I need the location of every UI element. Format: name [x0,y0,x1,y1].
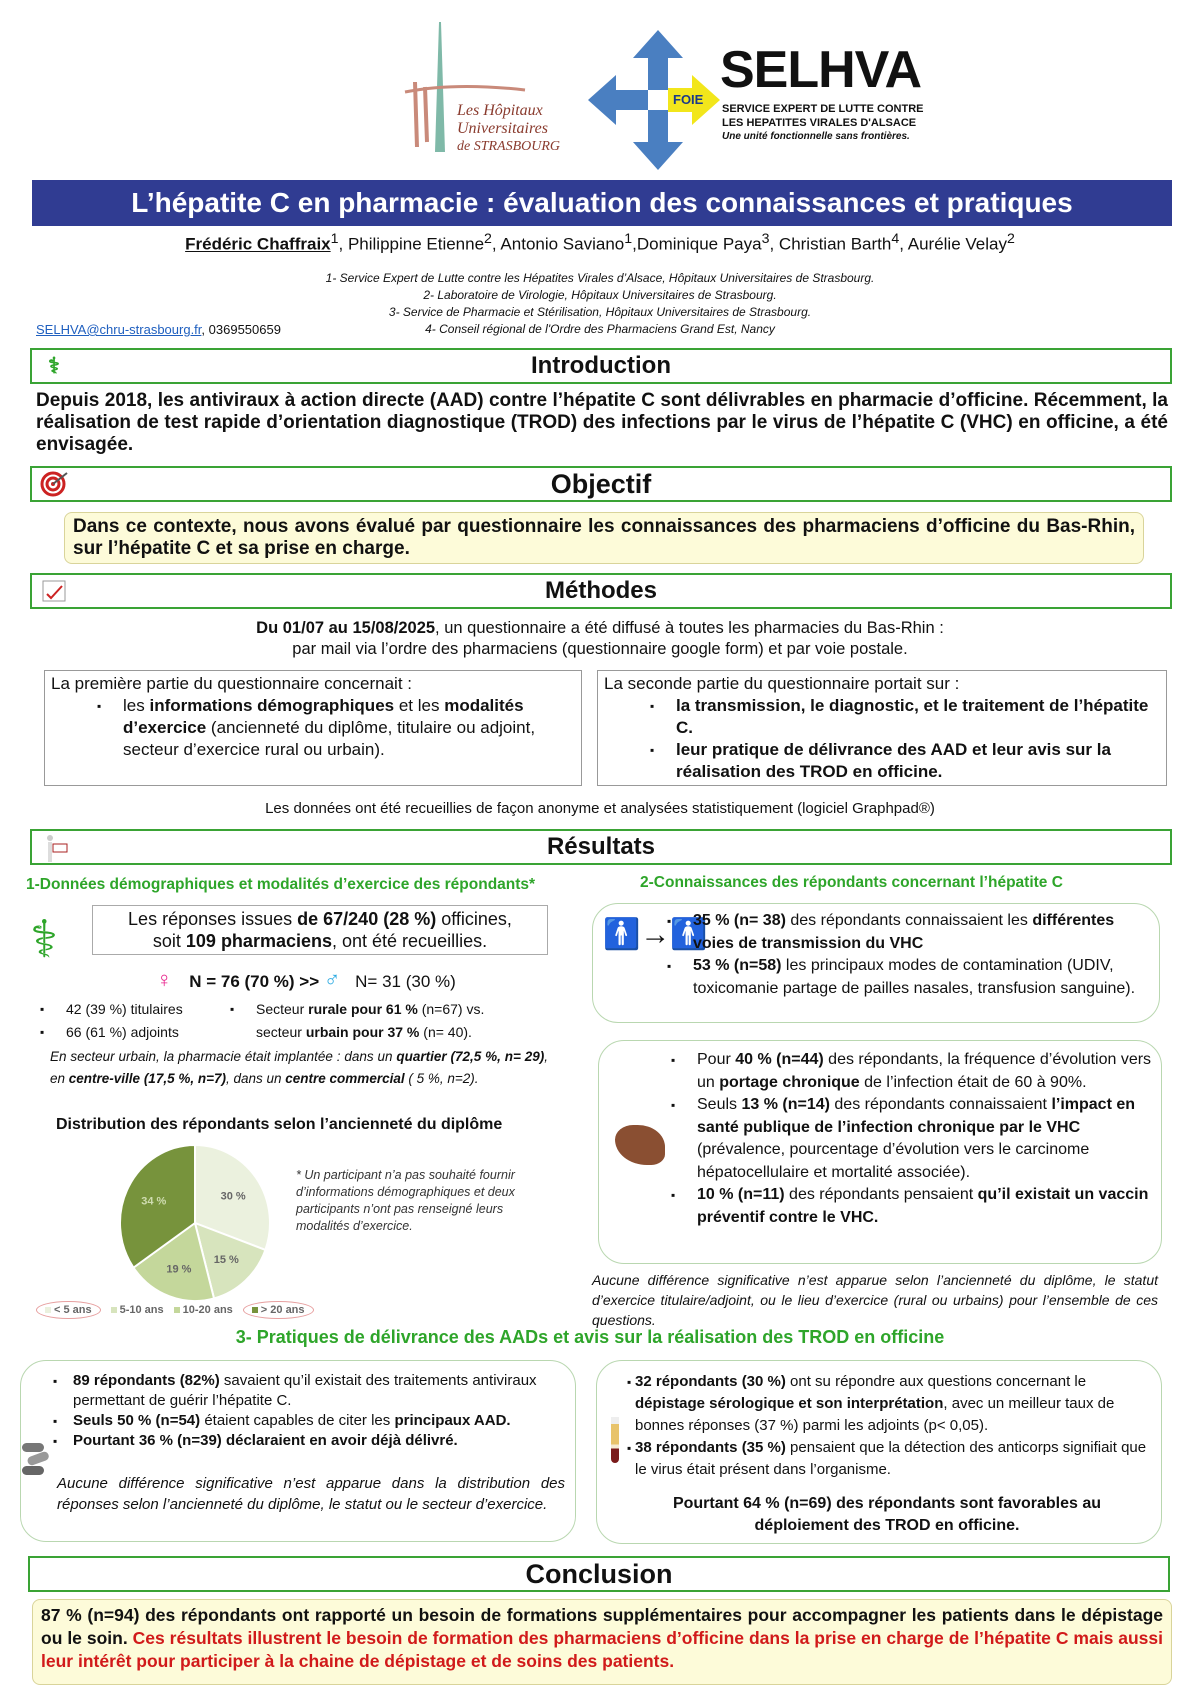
female-icon: ♀ [156,967,173,992]
methodes-footer: Les données ont été recueillies de façon anonyme et analysées statistiquement (logiciel Graphpad®) [265,800,935,817]
arrows-cross-icon [588,30,728,170]
legend-item-1 [111,1301,164,1319]
legend-label: < 5 ans [54,1304,92,1316]
conclusion-header: Conclusion [28,1556,1170,1592]
foie-badge: FOIE [673,92,704,107]
secteur: ▪ Secteur rurale pour 61 % (n=67) vs. secteur urbain pour 37 % (n= 40). [220,998,550,1044]
pharmacy-caduceus-icon: ⚕ [48,353,60,378]
legend-swatch [45,1307,51,1313]
introduction-header: ⚕ Introduction [30,348,1172,384]
selhva-line3: Une unité fonctionnelle sans frontières. [722,131,910,142]
pie-label-1: 15 % [213,1253,239,1266]
legend-item-3 [243,1301,314,1319]
legend-label: > 20 ans [260,1304,305,1316]
liver-icon [615,1125,665,1165]
legend-swatch [252,1307,258,1313]
pie-label-3: 34 % [141,1195,167,1208]
poster-title: L’hépatite C en pharmacie : évaluation des connaissances et pratiques [32,180,1172,226]
selhva-line2: LES HEPATITES VIRALES D'ALSACE [722,117,917,129]
hus-line1: Les Hôpitaux [457,102,543,119]
legend-label: 10-20 ans [182,1304,233,1316]
legend-swatch [111,1307,117,1313]
pie-label-0: 30 % [220,1190,246,1203]
methodes-part1-box: La première partie du questionnaire concernait : ▪ les informations démographiques et les modalités d’exercice (ancienneté du diplôme, titulaire ou adjoint, secteur d’exercice rural ou urbain). [44,670,582,786]
hus-line3: de STRASBOURG [457,139,561,154]
objectif-header: Objectif [30,466,1172,502]
legend-item-2 [174,1301,233,1319]
s1-heading: 1-Données démographiques et modalités d’exercice des répondants* [26,876,536,893]
s1-footnote: * Un participant n’a pas souhaité fournir d’informations démographiques et deux participants n’ont pas renseigné leurs modalités d’exercice. [296,1168,515,1233]
titulaires: ▪ 42 (39 %) titulaires [30,998,200,1021]
pie-chart [100,1135,290,1310]
trod-box: ▪ 32 répondants (30 %) ont su répondre aux questions concernant le dépistage sérologique et son interprétation, avec un meilleur taux de bonnes réponses (37 %) parmi les adjoints (p< 0,05). ▪ 38 répondants (35 %) pensaient que la détection des anticorps signifiait que le virus était présent dans l’organisme. Pourtant 64 % (n=69) des répondants sont favorables au déploiement des TROD en officine. [596,1360,1162,1544]
resultats-header: Résultats [30,829,1172,865]
selhva-line1: SERVICE EXPERT DE LUTTE CONTRE [722,103,924,115]
email-link[interactable]: SELHVA@chru-strasbourg.fr [36,322,202,337]
aad-box: ▪ 89 répondants (82%) savaient qu’il existait des traitements antiviraux permettant de guérir l’hépatite C. ▪ Seuls 50 % (n=54) étaient capables de citer les principaux AAD. ▪ Pourtant 36 % (n=39) déclaraient en avoir déjà délivré. Aucune différence significative n’est apparue dans la distribution des réponses selon l’ancienneté du diplôme, le statut ou le secteur d’exercice. [20,1360,576,1542]
hus-logo [395,12,565,162]
pie-legend [36,1301,314,1319]
adjoints: ▪ 66 (61 %) adjoints [30,1021,200,1044]
target-icon [40,471,68,497]
introduction-text: Depuis 2018, les antiviraux à action directe (AAD) contre l’hépatite C sont délivrables en pharmacie d’officine. Récemment, la réalisation de test rapide d’orientation diagnostique (TROD) des infections par le virus de l’hépatite C (VHC) en officine, a été envisagée. [36,390,1168,455]
s3-heading: 3- Pratiques de délivrance des AADs et avis sur la réalisation des TROD en officine [235,1327,945,1347]
s2-heading: 2-Connaissances des répondants concernant l’hépatite C [640,874,1063,891]
responses-box: Les réponses issues de 67/240 (28 %) officines, soit 109 pharmaciens, ont été recueillies. [92,905,548,955]
legend-item-0 [36,1301,101,1319]
gender-line: ♀ N = 76 (70 %) >> ♂ N= 31 (30 %) [156,967,456,992]
urbain-text: En secteur urbain, la pharmacie était implantée : dans un quartier (72,5 %, n= 29), en centre-ville (17,5 %, n=7), dans un centre commercial ( 5 %, n=2). [50,1049,548,1086]
objectif-box [64,512,1144,564]
legend-label: 5-10 ans [119,1304,164,1316]
conclusion-box: 87 % (n=94) des répondants ont rapporté un besoin de formations supplémentaires pour accompagner les patients dans le dépistage ou le soin. Ces résultats illustrent le besoin de formation des pharmaciens d’officine dans la prise en charge de l’hépatite C mais aussi leur intérêt pour participer à la chaine de dépistage et de soins des patients. [32,1599,1172,1685]
pie-label-2: 19 % [166,1263,192,1276]
person-sign-icon [40,834,68,860]
authors: Frédéric Chaffraix$^1$, Philippine Etienne$^2$, Antonio Saviano$^1$,Dominique Paya$^3$, Christian Barth$^4$, Aurélie Velay$^2$ [185,231,1015,254]
first-author: Frédéric Chaffraix [185,234,331,254]
s2-note: Aucune différence significative n’est apparue selon l’ancienneté du diplôme, le statut d’exercice titulaire/adjoint, ou le lieu d’exercice (rural ou urbains) pour l’ensemble de ces questions. [592,1272,1158,1328]
affiliations: 1- Service Expert de Lutte contre les Hépatites Virales d’Alsace, Hôpitaux Universitaires de Strasbourg. 2- Laboratoire de Virologie, Hôpitaux Universitaires de Strasbourg. 3- Service de Pharmacie et Stérilisation, Hôpitaux Universitaires de Strasbourg. 4- Conseil régional de l'Ordre des Pharmaciens Grand Est, Nancy [325,271,875,336]
objectif-text: Dans ce contexte, nous avons évalué par questionnaire les connaissances des pharmaciens d’officine du Bas-Rhin, sur l’hépatite C et sa prise en charge. [73,516,1135,559]
legend-swatch [174,1307,180,1313]
selhva-name: SELHVA [720,41,922,99]
methodes-header: Méthodes [30,573,1172,609]
caduceus-icon: ⚕ [30,911,59,969]
selhva-logo [588,30,938,170]
hus-line2: Universitaires [457,120,548,137]
checklist-icon [40,578,68,604]
transmission-icon: 🚹→🚹 [603,918,708,951]
chronic-box: ▪ Pour 40 % (n=44) des répondants, la fréquence d’évolution vers un portage chronique de l’infection était de 60 à 90%. ▪ Seuls 13 % (n=14) des répondants connaissaient l’impact en santé publique de l’infection chronique par le VHC (prévalence, pourcentage d’évolution vers le carcinome hépatocellulaire et mortalité associée). ▪ 10 % (n=11) des répondants pensaient qu’il existait un vaccin préventif contre le VHC. [598,1040,1162,1264]
contact: SELHVA@chru-strasbourg.fr, 0369550659 [36,322,285,337]
methodes-intro: Du 01/07 au 15/08/2025, un questionnaire a été diffusé à toutes les pharmacies du Bas-Rhin : par mail via l’ordre des pharmaciens (questionnaire google form) et par voie postale. [256,619,944,658]
methodes-part2-box: La seconde partie du questionnaire portait sur : ▪ la transmission, le diagnostic, et le traitement de l’hépatite C. ▪ leur pratique de délivrance des AAD et leur avis sur la réalisation des TROD en officine. [597,670,1167,786]
pie-chart-title: Distribution des répondants selon l’ancienneté du diplôme [56,1116,503,1133]
male-icon: ♂ [323,967,341,992]
transmission-box: 🚹→🚹 ▪ 35 % (n= 38) des répondants connaissaient les différentes voies de transmission du VHC ▪ 53 % (n=58) les principaux modes de contamination (UDIV, toxicomanie partage de pailles nasales, transfusion sanguine). [592,903,1160,1023]
